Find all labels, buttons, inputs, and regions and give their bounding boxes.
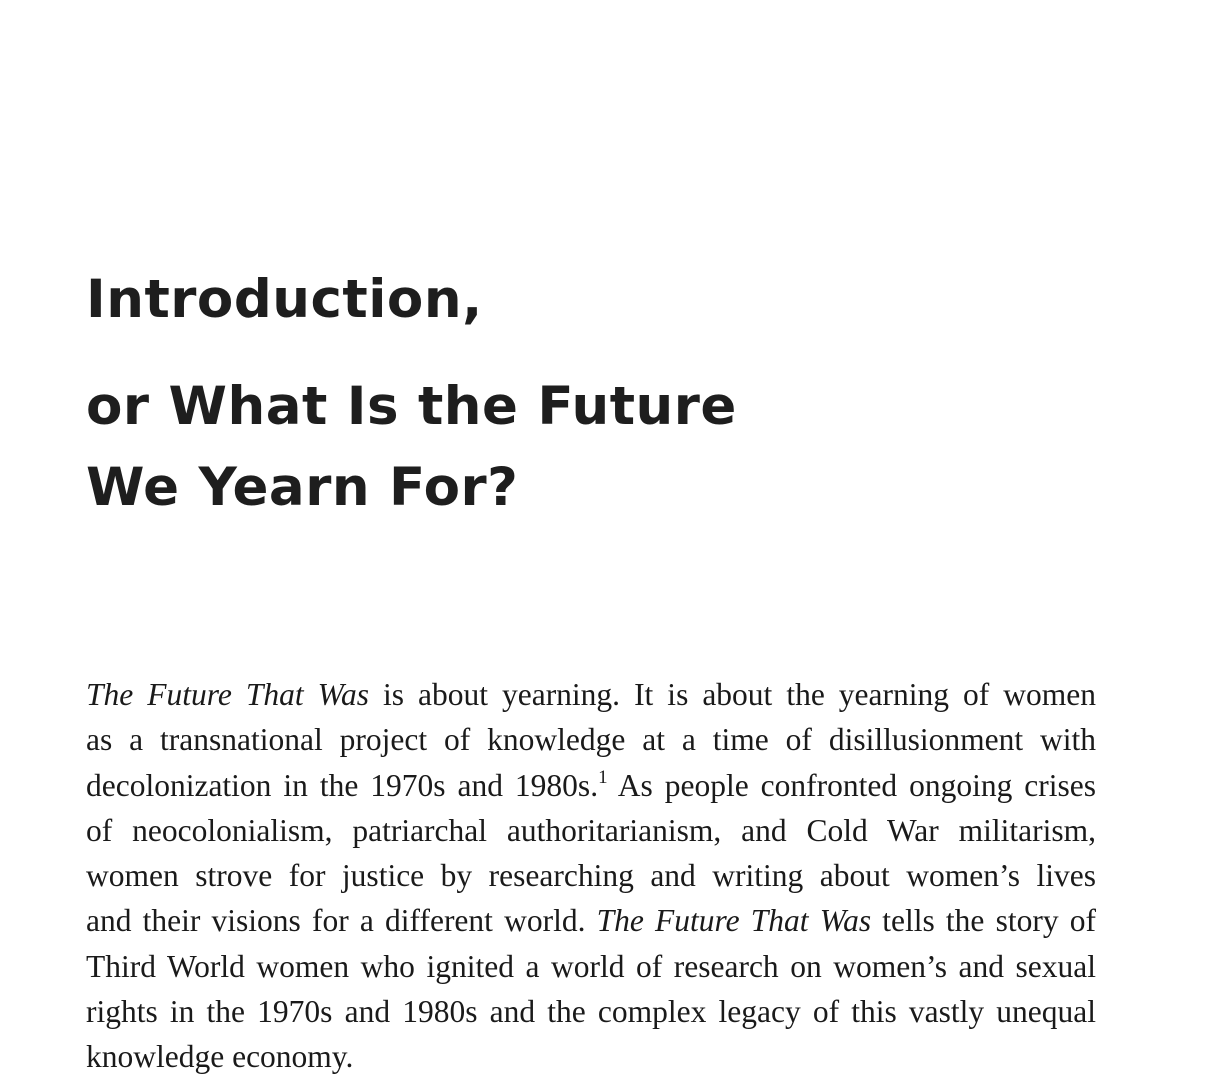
paragraph-line-7: Third World women who ignited a world of research on women’s and sexual (86, 948, 1096, 984)
paragraph-line-3 (86, 763, 1096, 808)
paragraph-line-2: as a transnational project of knowledge at a time of disillusionment with (86, 722, 1096, 758)
paragraph-text: decolonization in the 1970s and 1980s. (86, 767, 599, 803)
paragraph-line-1 (86, 672, 1096, 717)
chapter-title-line-1: Introduction, (86, 269, 483, 330)
paragraph-text: As people confronted ongoing crises (607, 767, 1097, 803)
paragraph-text: is about yearning. It is about the yearning of women (368, 677, 1096, 712)
paragraph-line-9: knowledge economy. (86, 1039, 354, 1075)
paragraph-text: tells the story of (871, 903, 1096, 939)
paragraph-line-6 (86, 898, 1096, 943)
paragraph-line-5: women strove for justice by researching and writing about women’s lives (86, 858, 1096, 894)
book-title-italic: The Future That Was (596, 903, 872, 939)
footnote-reference: 1 (598, 766, 608, 788)
body-paragraph (86, 672, 1096, 1080)
paragraph-line-4: of neocolonialism, patriarchal authoritarianism, and Cold War militarism, (86, 812, 1096, 848)
chapter-title (86, 262, 737, 528)
paragraph-text: and their visions for a different world. (86, 903, 597, 939)
book-title-italic: The Future That Was (86, 677, 369, 712)
chapter-title-line-3: We Yearn For? (86, 457, 519, 518)
chapter-title-line-2: or What Is the Future (86, 376, 737, 437)
paragraph-line-8: rights in the 1970s and 1980s and the complex legacy of this vastly unequal (86, 994, 1096, 1030)
